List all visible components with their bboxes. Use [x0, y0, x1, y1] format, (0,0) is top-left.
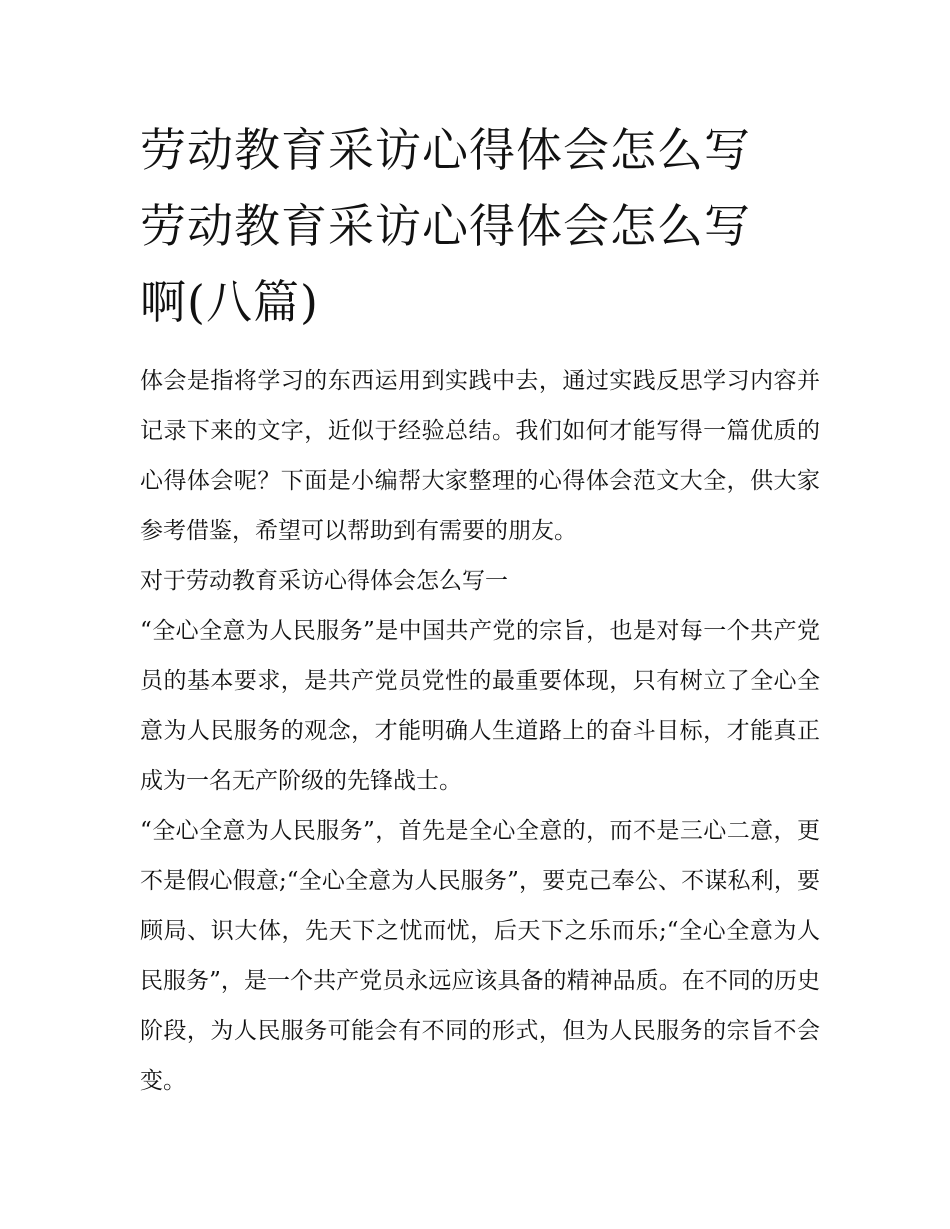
title-line-3: 啊(八篇) [140, 275, 319, 329]
section-heading: 对于劳动教育采访心得体会怎么写一 [140, 568, 508, 594]
title-line-1: 劳动教育采访心得体会怎么写 [140, 123, 751, 177]
document-body [140, 356, 820, 1106]
document-title [140, 112, 820, 340]
title-line-2: 劳动教育采访心得体会怎么写 [140, 199, 751, 253]
body-paragraph-1: “全心全意为人民服务”是中国共产党的宗旨，也是对每一个共产党员的基本要求，是共产党员党性的最重要体现，只有树立了全心全意为人民服务的观念，才能明确人生道路上的奋斗目标，才能真正成为一名无产阶级的先锋战士。 [140, 618, 820, 794]
document-page [140, 112, 820, 1106]
body-paragraph-2: “全心全意为人民服务”，首先是全心全意的，而不是三心二意，更不是假心假意;“全心全意为人民服务”，要克己奉公、不谋私利，要顾局、识大体，先天下之忧而忧，后天下之乐而乐;“全心全意为人民服务”，是一个共产党员永远应该具备的精神品质。在不同的历史阶段，为人民服务可能会有不同的形式，但为人民服务的宗旨不会变。 [140, 818, 820, 1094]
intro-paragraph: 体会是指将学习的东西运用到实践中去，通过实践反思学习内容并记录下来的文字，近似于经验总结。我们如何才能写得一篇优质的心得体会呢？下面是小编帮大家整理的心得体会范文大全，供大家参考借鉴，希望可以帮助到有需要的朋友。 [140, 368, 820, 544]
